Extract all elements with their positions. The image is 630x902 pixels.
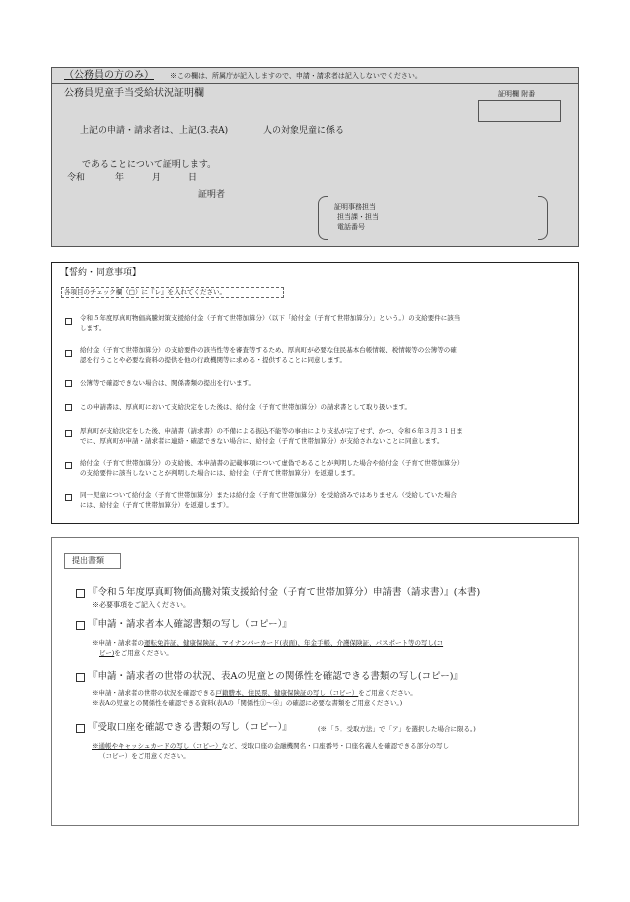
- date-era: 令和: [67, 173, 86, 183]
- contact-line-1: 証明事務担当: [334, 203, 376, 211]
- contact-bracket-right: [538, 196, 548, 240]
- cert-number-field[interactable]: [478, 100, 561, 122]
- contact-bracket-left: [318, 196, 328, 240]
- documents-title: 提出書類: [72, 556, 104, 565]
- date-month: 月: [152, 173, 162, 183]
- contact-line-2: 担当課・担当: [337, 213, 379, 221]
- doc2-title: 『申請・請求者本人確認書類の写し（コピー）』: [88, 619, 292, 630]
- doc4-checkbox[interactable]: [76, 724, 85, 733]
- doc4-title-note: (※「５．受取方法」で「ア」を選択した場合に限る。): [318, 725, 476, 733]
- cert-line1-b: 人の対象児童に係る: [263, 126, 345, 136]
- doc1-title: 『令和５年度厚真町物価高騰対策支援給付金（子育て世帯加算分）申請書（請求書）』(本書): [88, 587, 481, 598]
- pledge-instruction: 各項目のチェック欄（□）に『レ』を入れてください。: [64, 288, 226, 296]
- pledge-item-7: 同一児童について給付金（子育て世帯加算分）または給付金（子育て世帯加算分）を受給済みではありません（受給していた場合 には、給付金（子育て世帯加算分）を返還します）。: [80, 491, 457, 509]
- pledge-item-1: 令和５年度厚真町物価高騰対策支援給付金（子育て世帯加算分）（以下「給付金（子育て世帯加算分）」という。）の支給要件に該当 します。: [80, 314, 461, 332]
- doc4-note: ※通帳やキャッシュカードの写し（コピー）など、受取口座の金融機関名・口座番号・口座名義人を確認できる部分の写し （コピー）をご用意ください。: [92, 742, 450, 760]
- doc4-title: 『受取口座を確認できる書類の写し（コピー）』: [88, 722, 292, 733]
- pledge-checkbox-3[interactable]: [65, 380, 72, 387]
- official-header-note: ※この欄は、所属庁が記入しますので、申請・請求者は記入しないでください。: [170, 72, 422, 80]
- header-divider: [51, 83, 579, 84]
- pledge-item-3: 公簿等で確認できない場合は、関係書類の提出を行います。: [80, 379, 255, 387]
- pledge-item-6: 給付金（子育て世帯加算分）の支給後、本申請書の記載事項について虚偽であることが判明した場合や給付金（子育て世帯加算分） の支給要件に該当しないことが判明した場合には、給付金（子育て世帯加算分）を返還します。: [80, 459, 464, 477]
- pledge-checkbox-7[interactable]: [65, 494, 72, 501]
- pledge-checkbox-5[interactable]: [65, 430, 72, 437]
- doc3-notes: ※申請・請求者の世帯の状況を確認できる戸籍謄本、住民票、健康保険証の写し（コピー）をご用意ください。 ※表Aの児童との関係性を確認できる資料(表Aの「関係性①～④」の確認に必要な書類をご用意ください。): [92, 689, 417, 707]
- pledge-box: [51, 262, 579, 524]
- pledge-item-4: この申請書は、厚真町において支給決定をした後は、給付金（子育て世帯加算分）の請求書として取り扱います。: [80, 403, 411, 411]
- cert-line2: であることについて証明します。: [82, 160, 217, 170]
- official-section-title: 公務員児童手当受給状況証明欄: [64, 88, 204, 99]
- doc1-checkbox[interactable]: [76, 589, 85, 598]
- date-year: 年: [115, 173, 125, 183]
- doc1-note: ※必要事項をご記入ください。: [92, 601, 190, 609]
- pledge-item-2: 給付金（子育て世帯加算分）の支給要件の該当性等を審査等するため、厚真町が必要な住民基本台帳情報、税情報等の公簿等の確 認を行うことや必要な資料の提供を他の行政機関等に求める・提供することに同意します。: [80, 346, 457, 364]
- pledge-checkbox-1[interactable]: [65, 318, 72, 325]
- official-only-label: （公務員の方のみ）: [64, 70, 154, 81]
- doc2-checkbox[interactable]: [76, 621, 85, 630]
- doc3-title: 『申請・請求者の世帯の状況、表Aの児童との関係性を確認できる書類の写し(コピー)』: [88, 671, 463, 682]
- doc2-note: ※申請・請求者の運転免許証、健康保険証、マイナンバーカード(表面)、年金手帳、介護保険証、パスポート等の写し(コ ピー)をご用意ください。: [92, 639, 444, 657]
- pledge-item-5: 厚真町が支給決定をした後、申請書（請求書）の不備による振込不能等の事由により支払が完了せず、かつ、令和６年３月３１日ま でに、厚真町が申請・請求者に連絡・確認できない場合に、給付金（子育て世帯加算分）が支給されないことに同意します。: [80, 427, 463, 445]
- cert-number-label: 証明欄 附番: [498, 90, 536, 98]
- pledge-title: 【誓約・同意事項】: [60, 268, 142, 278]
- doc3-checkbox[interactable]: [76, 673, 85, 682]
- pledge-checkbox-2[interactable]: [65, 350, 72, 357]
- contact-line-3: 電話番号: [337, 223, 365, 231]
- pledge-checkbox-6[interactable]: [65, 462, 72, 469]
- pledge-checkbox-4[interactable]: [65, 404, 72, 411]
- date-day: 日: [188, 173, 198, 183]
- cert-line1-a: 上記の申請・請求者は、上記(3.表A): [80, 126, 229, 136]
- certifier-label: 証明者: [198, 190, 226, 200]
